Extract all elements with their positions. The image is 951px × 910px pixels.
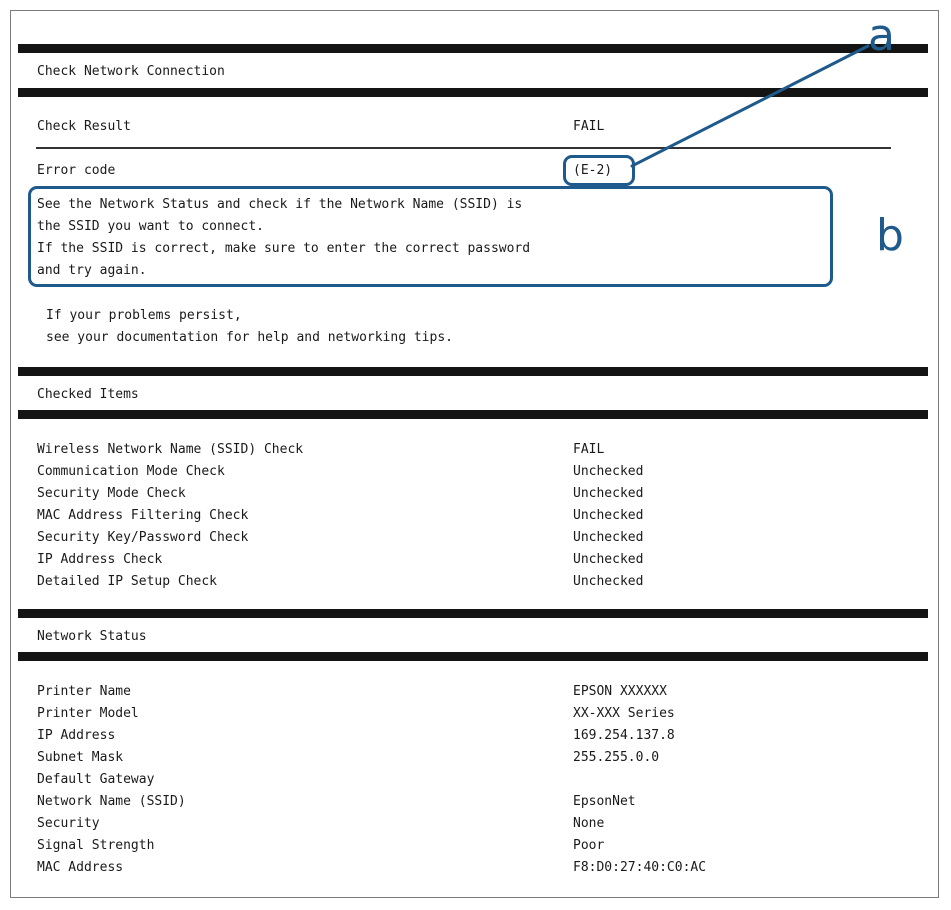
network-status-label: Printer Name [37,684,131,699]
section-bar [18,410,928,419]
network-status-value: EpsonNet [573,794,636,809]
callout-b-highlight [28,186,833,287]
network-status-label: Default Gateway [37,772,155,787]
network-status-row [37,860,737,880]
checked-item-value: Unchecked [573,530,644,545]
callout-a-label: a [868,10,895,61]
checked-item-row [37,486,737,506]
section-bar [18,652,928,661]
checked-item-label: Security Key/Password Check [37,530,249,545]
callout-a-highlight [563,155,635,186]
message-line: and try again. [37,263,147,278]
message-line: the SSID you want to connect. [37,219,264,234]
section-bar-top [18,44,928,53]
checked-item-value: Unchecked [573,552,644,567]
help-line: see your documentation for help and networking tips. [46,330,453,345]
checked-item-row [37,442,737,462]
network-status-row [37,750,737,770]
checked-item-row [37,574,737,594]
message-line: If the SSID is correct, make sure to enter the correct password [37,241,531,256]
network-status-label: MAC Address [37,860,124,875]
divider-rule [36,147,891,149]
network-status-row [37,684,737,704]
network-status-title: Network Status [37,629,147,644]
network-status-label: Security [37,816,100,831]
checked-item-row [37,508,737,528]
network-status-value: None [573,816,605,831]
section-bar [18,88,928,97]
section-bar [18,367,928,376]
message-line: See the Network Status and check if the Network Name (SSID) is [37,197,523,212]
checked-item-label: Detailed IP Setup Check [37,574,218,589]
network-status-label: Printer Model [37,706,139,721]
checked-item-row [37,464,737,484]
checked-item-label: IP Address Check [37,552,163,567]
network-status-value: 169.254.137.8 [573,728,675,743]
checked-item-row [37,530,737,550]
checked-item-label: Communication Mode Check [37,464,225,479]
network-status-label: Signal Strength [37,838,155,853]
network-status-row [37,794,737,814]
network-status-row [37,838,737,858]
check-result-label: Check Result [37,119,131,134]
network-status-label: Subnet Mask [37,750,124,765]
network-status-value: Poor [573,838,605,853]
network-status-row [37,728,737,748]
checked-items-title: Checked Items [37,387,139,402]
checked-item-row [37,552,737,572]
checked-item-value: Unchecked [573,486,644,501]
section-bar [18,609,928,618]
checked-item-label: MAC Address Filtering Check [37,508,249,523]
callout-b-label: b [876,210,904,261]
check-network-title: Check Network Connection [37,64,225,79]
checked-item-value: Unchecked [573,508,644,523]
checked-item-value: FAIL [573,442,605,457]
network-status-label: Network Name (SSID) [37,794,186,809]
error-code-value: (E-2) [573,163,613,178]
checked-item-label: Wireless Network Name (SSID) Check [37,442,304,457]
network-status-row [37,816,737,836]
help-line: If your problems persist, [46,308,242,323]
network-status-label: IP Address [37,728,116,743]
network-status-value: EPSON XXXXXX [573,684,667,699]
checked-item-label: Security Mode Check [37,486,186,501]
network-status-value: XX-XXX Series [573,706,675,721]
check-result-value: FAIL [573,119,605,134]
network-status-value: 255.255.0.0 [573,750,660,765]
network-status-row [37,706,737,726]
network-status-row [37,772,737,792]
checked-item-value: Unchecked [573,464,644,479]
check-result-row [37,119,737,139]
error-code-label: Error code [37,163,116,178]
network-status-value: F8:D0:27:40:C0:AC [573,860,707,875]
checked-item-value: Unchecked [573,574,644,589]
